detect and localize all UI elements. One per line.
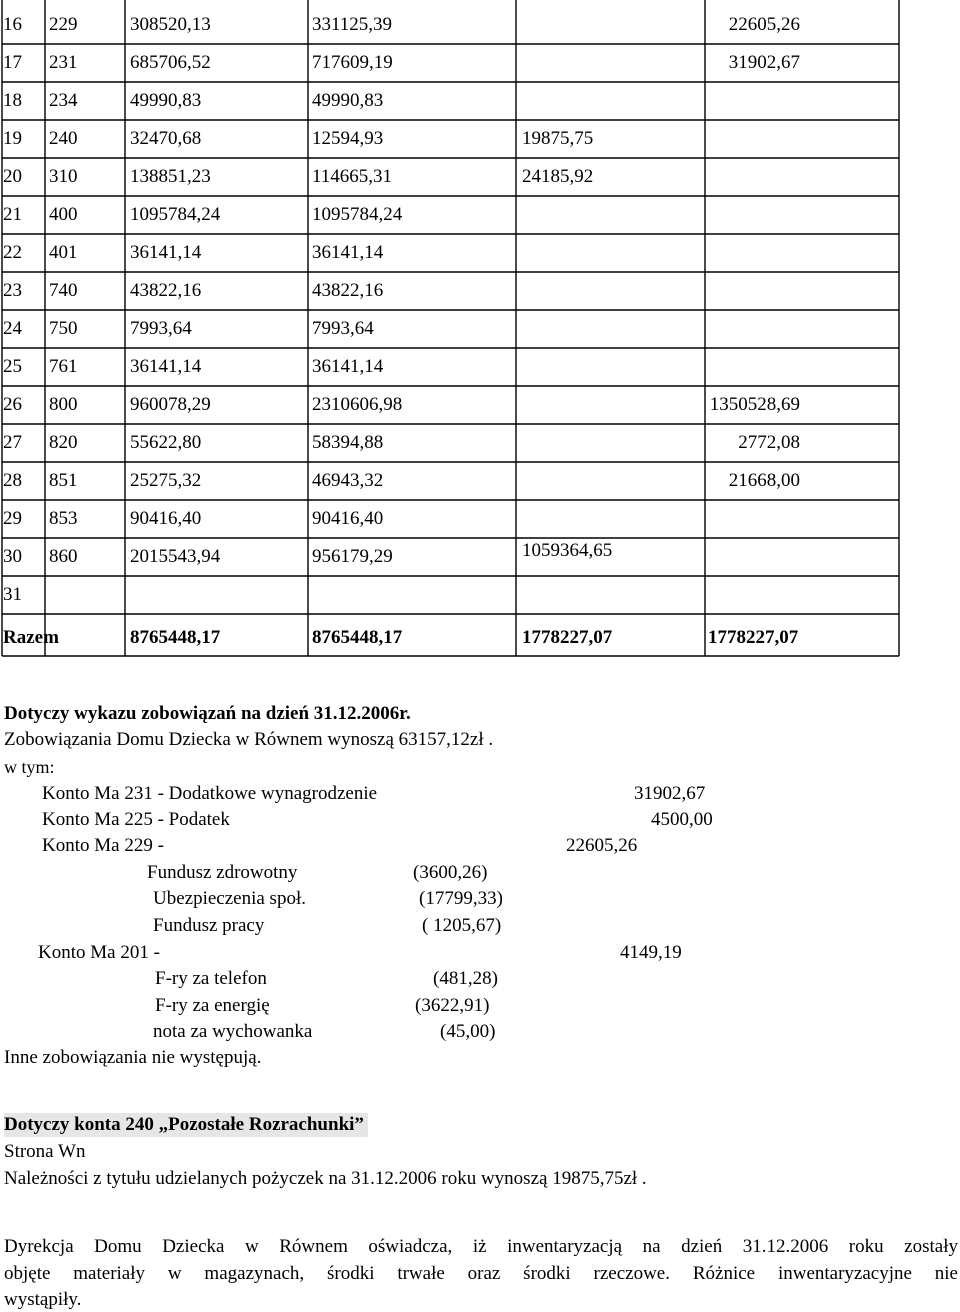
account-229-value: 22605,26 <box>566 835 638 856</box>
table-cell-bo: 43822,16 <box>130 280 202 301</box>
social-insurance-label: Ubezpieczenia społ. <box>153 888 306 909</box>
phone-invoices-value: (481,28) <box>433 968 498 989</box>
table-cell-bo: 32470,68 <box>130 128 202 149</box>
table-cell-saldo_wn: 1059364,65 <box>522 540 613 561</box>
table-cell-bo: 960078,29 <box>130 394 211 415</box>
account-201-value: 4149,19 <box>620 942 682 963</box>
table-cell-konto: 240 <box>49 128 78 149</box>
table-cell-obroty: 331125,39 <box>312 14 393 35</box>
table-cell-saldo_ma: 22605,26 <box>728 14 800 35</box>
health-fund-label: Fundusz zdrowotny <box>147 862 298 883</box>
table-total-bo: 8765448,17 <box>130 627 221 648</box>
account-231-value: 31902,67 <box>634 783 706 804</box>
table-total-label: Razem <box>3 627 59 648</box>
table-cell-obroty: 36141,14 <box>312 356 384 377</box>
table-cell-obroty: 58394,88 <box>312 432 384 453</box>
table-cell-konto: 234 <box>49 90 78 111</box>
table-cell-lp: 31 <box>3 584 22 605</box>
table-cell-bo: 1095784,24 <box>130 204 221 225</box>
table-cell-obroty: 43822,16 <box>312 280 384 301</box>
account-201-label: Konto Ma 201 - <box>38 942 160 963</box>
table-cell-lp: 29 <box>3 508 22 529</box>
table-cell-obroty: 36141,14 <box>312 242 384 263</box>
energy-invoices-value: (3622,91) <box>415 995 490 1016</box>
table-cell-konto: 800 <box>49 394 78 415</box>
table-cell-obroty: 49990,83 <box>312 90 384 111</box>
table-cell-saldo_ma: 1350528,69 <box>709 394 800 415</box>
table-cell-bo: 2015543,94 <box>130 546 221 567</box>
table-cell-saldo_ma: 2772,08 <box>738 432 800 453</box>
table-cell-bo: 90416,40 <box>130 508 202 529</box>
table-cell-konto: 761 <box>49 356 78 377</box>
table-cell-obroty: 114665,31 <box>312 166 393 187</box>
table-cell-lp: 19 <box>3 128 22 149</box>
table-cell-lp: 21 <box>3 204 22 225</box>
labour-fund-label: Fundusz pracy <box>153 915 265 936</box>
table-cell-lp: 17 <box>3 52 22 73</box>
account-240-side: Strona Wn <box>4 1141 86 1162</box>
table-cell-lp: 26 <box>3 394 22 415</box>
table-cell-bo: 25275,32 <box>130 470 202 491</box>
table-cell-konto: 820 <box>49 432 78 453</box>
table-cell-obroty: 46943,32 <box>312 470 384 491</box>
account-225-label: Konto Ma 225 - Podatek <box>42 809 230 830</box>
table-cell-lp: 20 <box>3 166 22 187</box>
table-cell-konto: 231 <box>49 52 78 73</box>
table-cell-konto: 853 <box>49 508 78 529</box>
table-cell-konto: 860 <box>49 546 78 567</box>
table-cell-obroty: 90416,40 <box>312 508 384 529</box>
table-cell-saldo_ma: 31902,67 <box>728 52 800 73</box>
ward-note-value: (45,00) <box>440 1021 496 1042</box>
table-cell-lp: 30 <box>3 546 22 567</box>
ward-note-label: nota za wychowanka <box>153 1021 313 1042</box>
health-fund-value: (3600,26) <box>413 862 488 883</box>
table-cell-bo: 49990,83 <box>130 90 202 111</box>
table-cell-obroty: 12594,93 <box>312 128 384 149</box>
table-cell-lp: 24 <box>3 318 22 339</box>
inventory-statement-line-2: objęte materiały w magazynach, środki trwałe oraz środki rzeczowe. Różnice inwentaryzacyjne nie <box>4 1263 958 1284</box>
energy-invoices-label: F-ry za energię <box>155 995 270 1016</box>
table-cell-saldo_ma: 21668,00 <box>728 470 800 491</box>
account-231-label: Konto Ma 231 - Dodatkowe wynagrodzenie <box>42 783 378 804</box>
table-cell-konto: 750 <box>49 318 78 339</box>
inventory-statement-line-3: wystąpiły. <box>4 1289 82 1310</box>
table-cell-bo: 36141,14 <box>130 242 202 263</box>
account-240-heading: Dotyczy konta 240 „Pozostałe Rozrachunki” <box>4 1113 368 1137</box>
labour-fund-value: ( 1205,67) <box>422 915 502 936</box>
table-cell-lp: 28 <box>3 470 22 491</box>
table-cell-konto: 310 <box>49 166 78 187</box>
table-cell-lp: 18 <box>3 90 22 111</box>
table-cell-bo: 36141,14 <box>130 356 202 377</box>
table-cell-bo: 685706,52 <box>130 52 211 73</box>
phone-invoices-label: F-ry za telefon <box>155 968 267 989</box>
table-cell-obroty: 956179,29 <box>312 546 393 567</box>
table-cell-obroty: 7993,64 <box>312 318 374 339</box>
table-cell-bo: 308520,13 <box>130 14 211 35</box>
account-240-receivables: Należności z tytułu udzielanych pożyczek na 31.12.2006 roku wynoszą 19875,75zł . <box>4 1168 647 1189</box>
liabilities-intro: w tym: <box>4 757 55 777</box>
table-cell-konto: 400 <box>49 204 78 225</box>
liabilities-summary: Zobowiązania Domu Dziecka w Równem wynoszą 63157,12zł . <box>4 729 494 750</box>
table-total-saldo-wn: 1778227,07 <box>522 627 613 648</box>
table-cell-bo: 7993,64 <box>130 318 192 339</box>
table-cell-lp: 22 <box>3 242 22 263</box>
table-cell-bo: 138851,23 <box>130 166 211 187</box>
table-cell-lp: 25 <box>3 356 22 377</box>
table-cell-saldo_wn: 19875,75 <box>522 128 594 149</box>
table-cell-konto: 229 <box>49 14 78 35</box>
inventory-statement-line-1: Dyrekcja Domu Dziecka w Równem oświadcza, iż inwentaryzacją na dzień 31.12.2006 roku zostały <box>4 1236 958 1257</box>
account-229-label: Konto Ma 229 - <box>42 835 164 856</box>
table-cell-obroty: 1095784,24 <box>312 204 403 225</box>
table-cell-obroty: 717609,19 <box>312 52 393 73</box>
table-cell-konto: 851 <box>49 470 78 491</box>
account-225-value: 4500,00 <box>651 809 713 830</box>
table-cell-lp: 23 <box>3 280 22 301</box>
social-insurance-value: (17799,33) <box>419 888 503 909</box>
table-cell-konto: 740 <box>49 280 78 301</box>
table-cell-lp: 16 <box>3 14 22 35</box>
table-cell-lp: 27 <box>3 432 22 453</box>
other-liabilities-note: Inne zobowiązania nie występują. <box>4 1047 262 1068</box>
table-cell-konto: 401 <box>49 242 78 263</box>
liabilities-heading: Dotyczy wykazu zobowiązań na dzień 31.12.2006r. <box>4 703 411 724</box>
table-total-saldo-ma: 1778227,07 <box>708 627 799 648</box>
table-cell-saldo_wn: 24185,92 <box>522 166 594 187</box>
table-total-obroty: 8765448,17 <box>312 627 403 648</box>
table-cell-bo: 55622,80 <box>130 432 202 453</box>
table-cell-obroty: 2310606,98 <box>312 394 403 415</box>
